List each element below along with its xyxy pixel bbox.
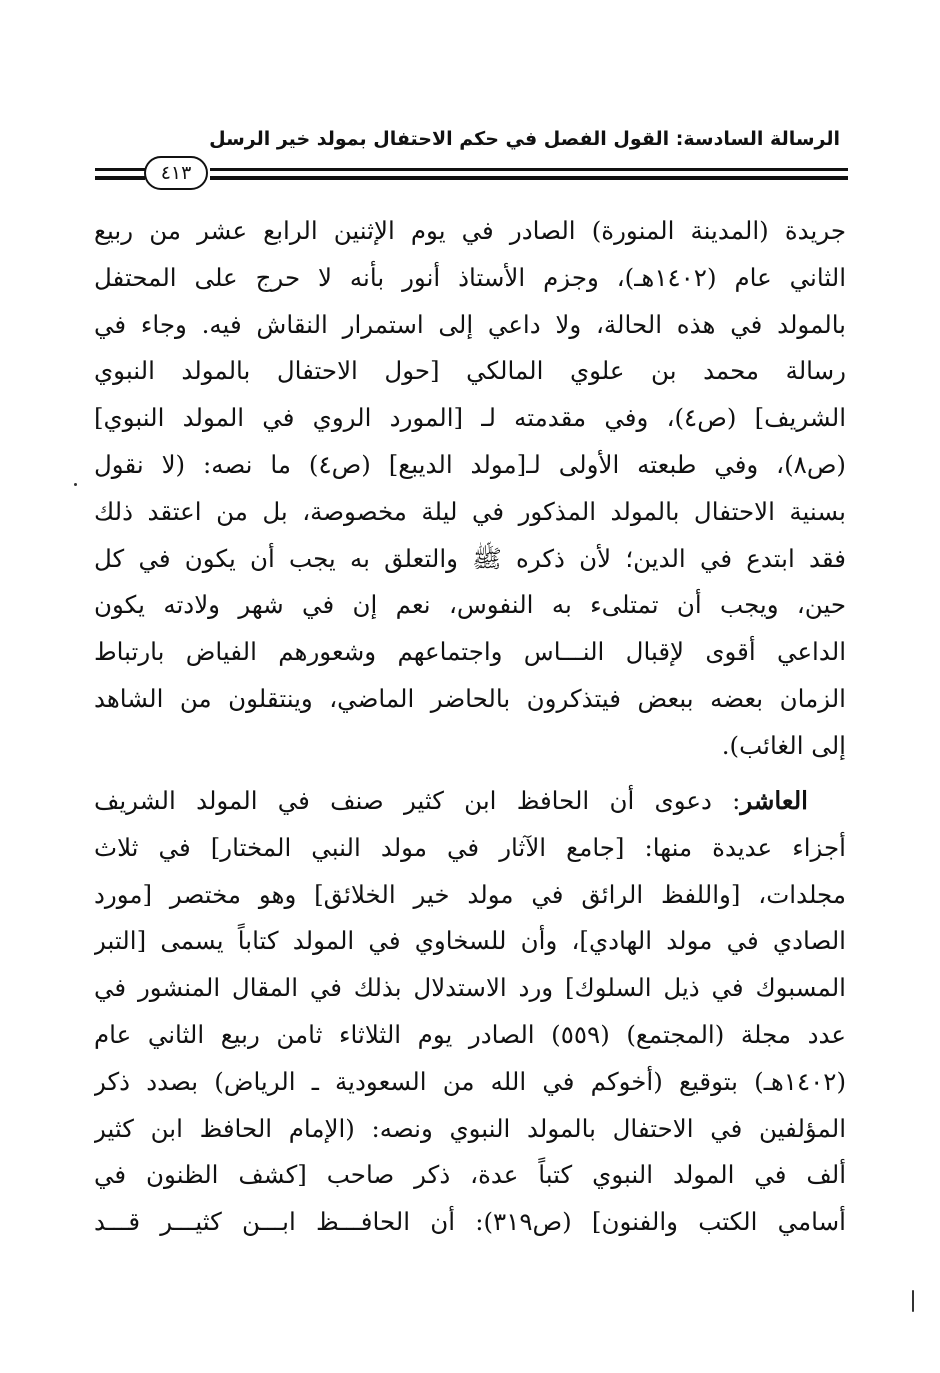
text-line: الثاني عام (١٤٠٢هـ)، وجزم الأستاذ أنور بأنه لا حرج على المحتفل <box>94 262 846 292</box>
scan-speck <box>74 483 77 486</box>
header-rule-top-right <box>210 168 848 171</box>
text-line: مجلدات، [واللفظ الرائق في مولد خير الخلائق] وهو مختصر [مورد <box>94 879 846 909</box>
text-line: المؤلفين في الاحتفال بالمولد النبوي ونصه: (الإمام الحافظ ابن كثير <box>94 1113 846 1143</box>
text-line: الشريف] (ص٤)، وفي مقدمته لـ [المورد الروي في المولد النبوي] <box>94 403 846 433</box>
text-line: ألف في المولد النبوي كتباً عدة، ذكر صاحب [كشف الظنون في <box>94 1160 846 1190</box>
text-line: فقد ابتدع في الدين؛ لأن ذكره ﷺ والتعلق به يجب أن يكون في كل <box>94 543 846 573</box>
first-line-rest: : دعوى أن الحافظ ابن كثير صنف في المولد الشريف <box>94 786 741 815</box>
text-line: (ص٨)، وفي طبعته الأولى لـ[مولد الديبع] (ص٤) ما نصه: (لا نقول <box>94 449 846 479</box>
text-line: أسامي الكتب والفنون] (ص٣١٩): أن الحافـــظ ابـــن كثيـــر قـــد <box>94 1207 846 1237</box>
text-line: عدد مجلة (المجتمع) (٥٥٩) الصادر يوم الثلاثاء ثامن ربيع الثاني عام <box>94 1019 846 1049</box>
paragraph-2 <box>94 778 846 1246</box>
text-line: (١٤٠٢هـ) بتوقيع (أخوكم في الله من السعودية ـ الرياض) بصدد ذكر <box>94 1066 846 1096</box>
text-line: الصادي في مولد الهادي]، وأن للسخاوي في المولد كتاباً يسمى [التبر <box>94 926 846 956</box>
running-title: الرسالة السادسة: القول الفصل في حكم الاحتفال بمولد خير الرسل <box>209 128 840 150</box>
text-line: جريدة (المدينة المنورة) الصادر في يوم الإثنين الرابع عشر من ربيع <box>94 216 846 245</box>
paragraph-1 <box>94 208 846 770</box>
header-rule-top-left <box>95 168 145 171</box>
text-line: الداعي أقوى لإقبال النـــاس واجتماعهم وشعورهم الفياض بارتباط <box>94 637 846 667</box>
text-line: رسالة محمد بن علوي المالكي [حول الاحتفال بالمولد النبوي <box>94 356 846 386</box>
text-line: الزمان بعضه ببعض فيتذكرون بالحاضر الماضي، وينتقلون من الشاهد <box>94 683 846 713</box>
text-line: إلى الغائب). <box>721 730 846 760</box>
text-line: بسنية الاحتفال بالمولد المذكور في ليلة مخصوصة، بل من اعتقد ذلك <box>94 496 846 526</box>
text-line: بالمولد في هذه الحالة، ولا داعي إلى استمرار النقاش فيه. وجاء في <box>94 309 846 339</box>
text-line-first <box>94 778 846 825</box>
text-line: المسبوك في ذيل السلوك] ورد الاستدلال بذلك في المقال المنشور في <box>94 973 846 1003</box>
scan-speck <box>912 1290 914 1312</box>
page-number: ٤١٣ <box>160 161 192 184</box>
text-line: حين، ويجب أن تمتلىء به النفوس، نعم إن في شهر ولادته يكون <box>94 590 846 620</box>
page-number-frame <box>144 156 208 190</box>
section-lead-word: العاشر <box>740 786 808 815</box>
text-line: أجزاء عديدة منها: [جامع الآثار في مولد النبي المختار] في ثلاث <box>94 832 846 862</box>
header-rule-bottom-left <box>95 176 145 180</box>
header-rule-bottom-right <box>210 176 848 180</box>
